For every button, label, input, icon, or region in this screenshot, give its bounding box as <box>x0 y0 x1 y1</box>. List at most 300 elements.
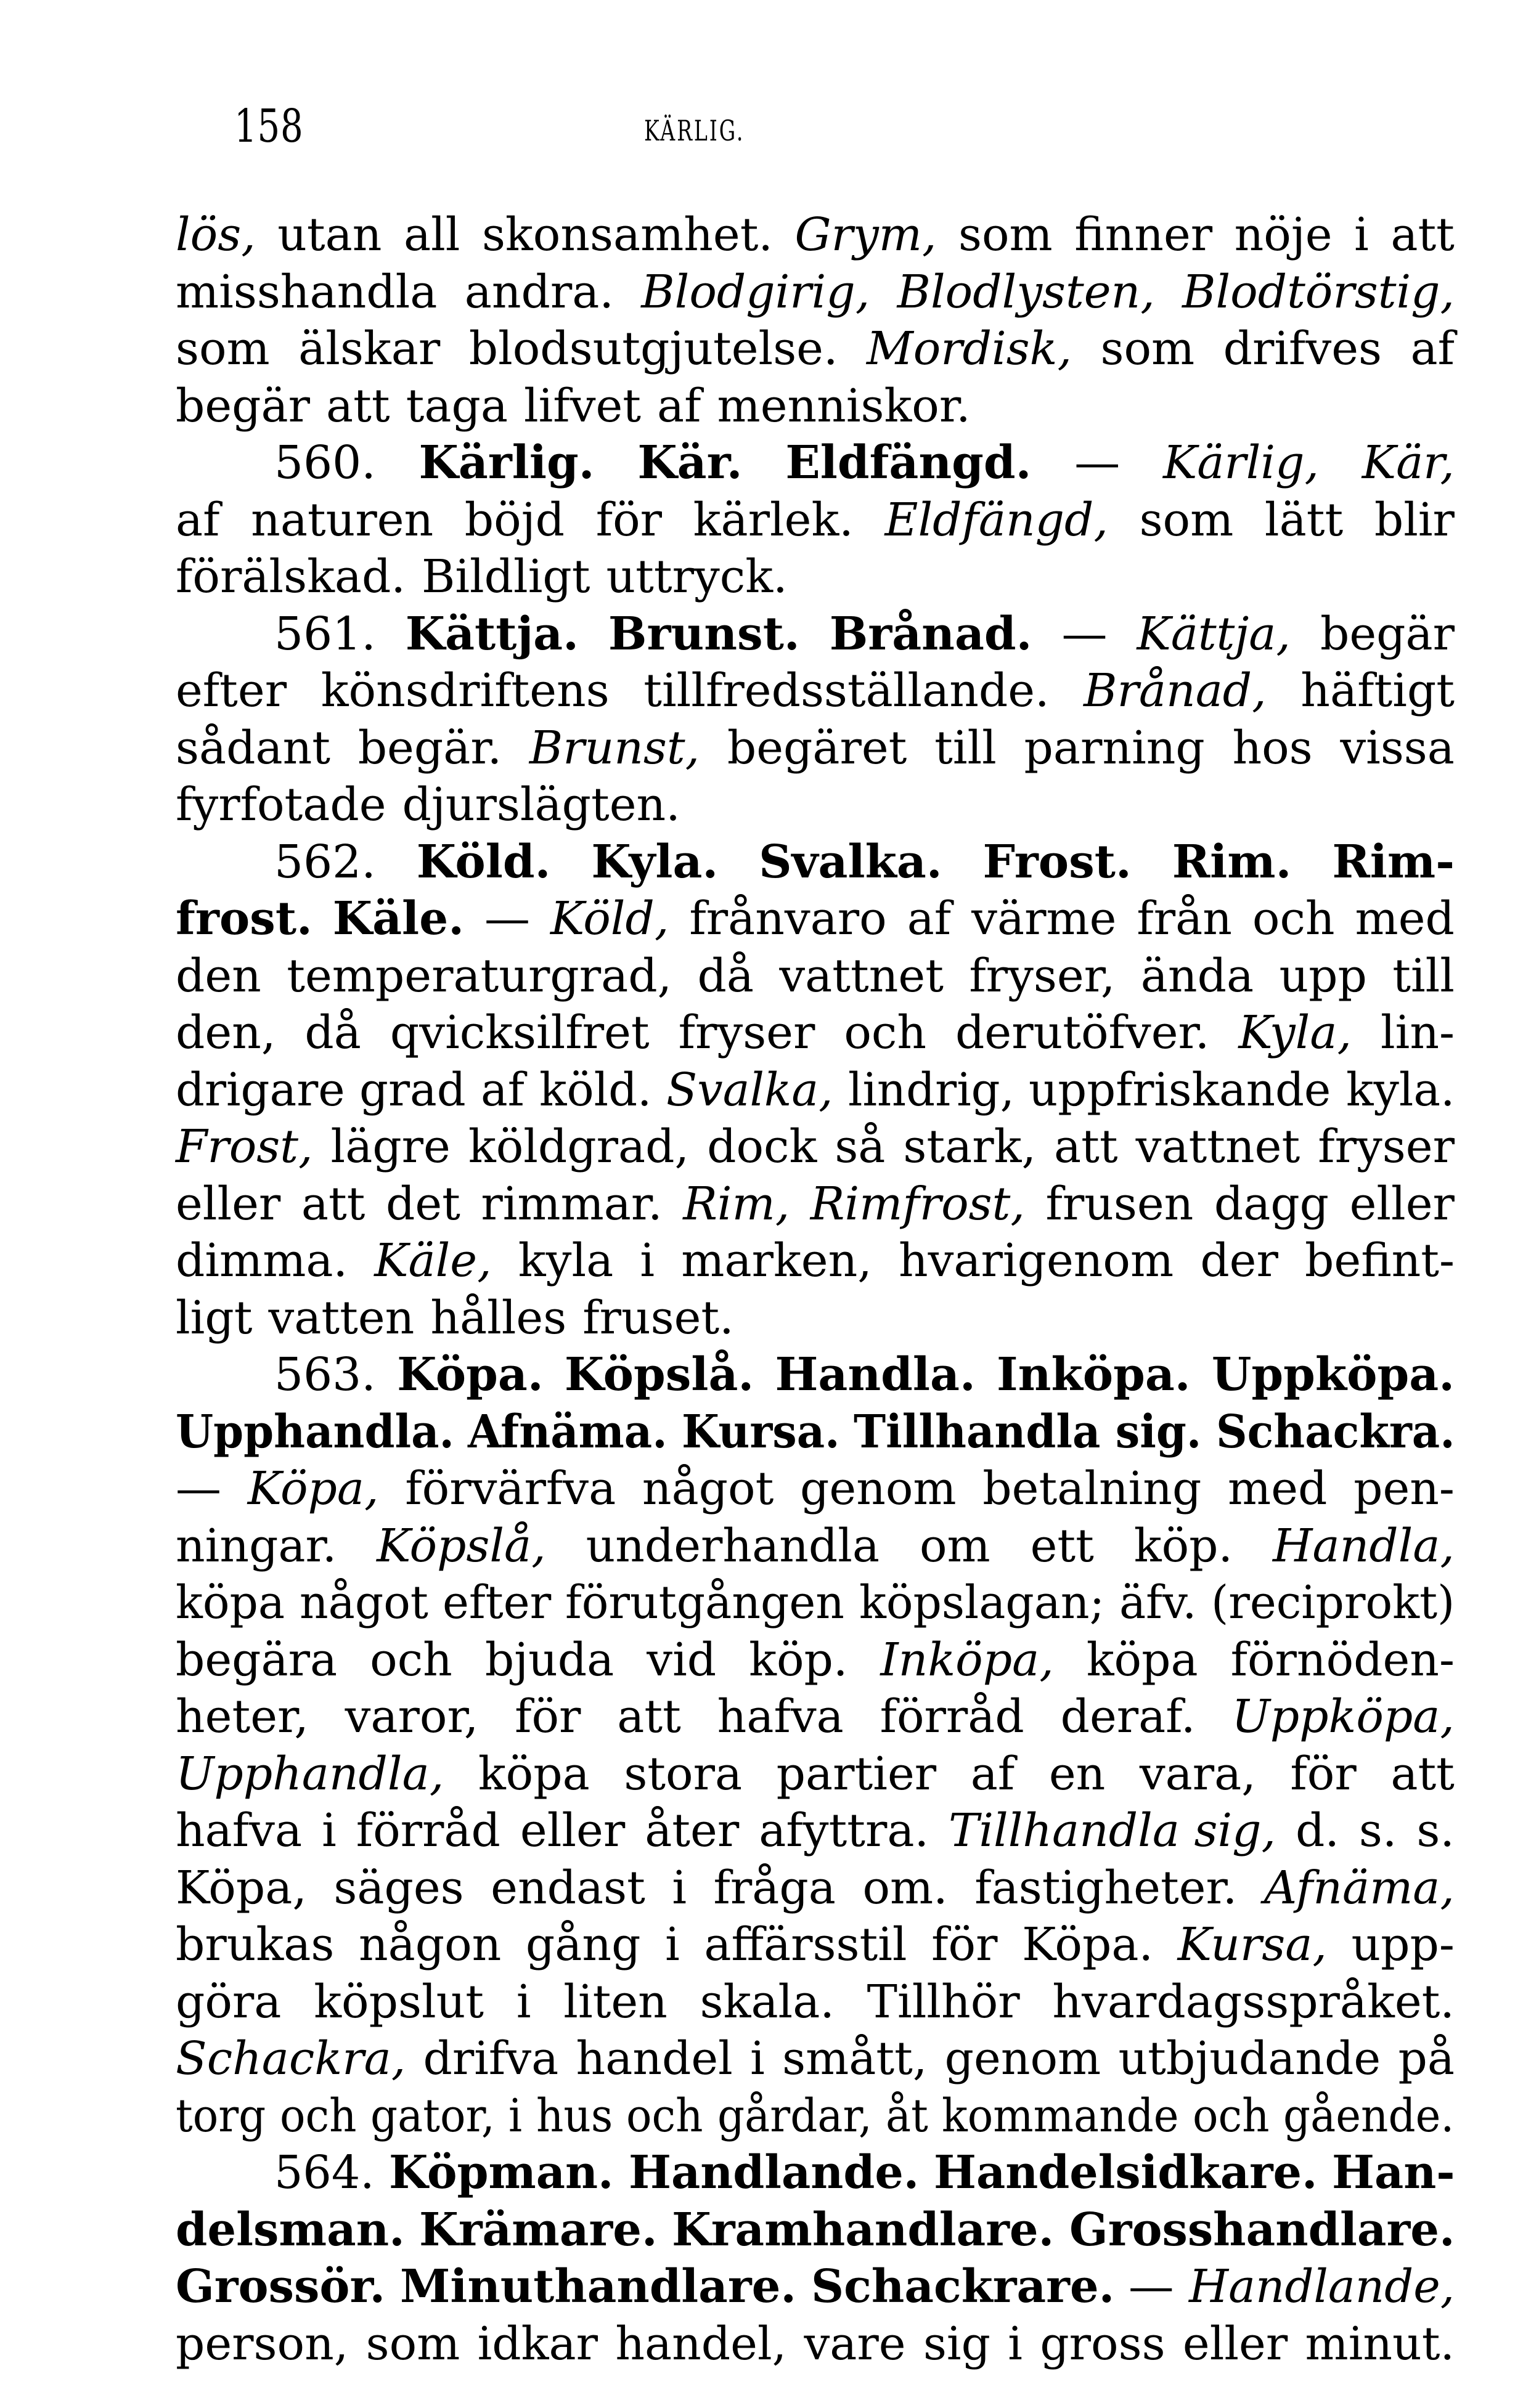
synonym-term: Rim, <box>683 1177 790 1230</box>
word: af <box>907 892 952 945</box>
word: marken, <box>681 1234 872 1287</box>
synonym-term: Uppköpa, <box>1231 1690 1455 1743</box>
text-line <box>176 1004 1455 1062</box>
word: dagg <box>1214 1177 1329 1230</box>
word: eller <box>1349 1177 1455 1230</box>
word: förvärfva <box>405 1462 616 1515</box>
headword: Brånad. <box>829 607 1032 661</box>
word: djurslägten. <box>402 778 680 831</box>
word: tillfredsställande. <box>643 664 1050 717</box>
word: kommande <box>941 2089 1179 2142</box>
text-line <box>176 890 1455 948</box>
word: och <box>370 1633 452 1686</box>
word: all <box>403 208 460 261</box>
word: Tillhör <box>867 1975 1020 2028</box>
word: köp. <box>1133 1519 1233 1572</box>
headword: Brunst. <box>608 607 800 661</box>
word: att <box>1390 1747 1455 1800</box>
word: gross <box>1040 2317 1166 2370</box>
word: ligt <box>176 1291 253 1344</box>
word: så <box>835 1120 886 1173</box>
synonym-term: Blodgirig, <box>641 265 870 319</box>
word: handel, <box>615 2317 787 2370</box>
word: åter <box>645 1804 740 1857</box>
word: begära <box>176 1633 338 1686</box>
word: den <box>176 949 261 1003</box>
word: Köpa, <box>176 1861 307 1914</box>
word: köp. <box>749 1633 848 1686</box>
synonym-term: Schackra, <box>176 2032 406 2085</box>
word: till <box>1392 949 1455 1003</box>
text-line <box>176 2258 1455 2316</box>
headword: Kramhandlare. <box>672 2203 1055 2256</box>
running-head: KÄRLIG. <box>644 114 745 147</box>
word: begär. <box>357 721 502 775</box>
word: af <box>657 379 701 433</box>
word: person, <box>176 2317 349 2370</box>
word: som <box>958 208 1053 261</box>
synonym-term: Kättja, <box>1137 607 1291 661</box>
word: sig <box>923 2317 990 2370</box>
headword: Han- <box>1331 2146 1455 2199</box>
word: idkar <box>477 2317 598 2370</box>
text-line <box>176 206 1455 264</box>
synonym-term: Handlande, <box>1188 2260 1455 2313</box>
text-line <box>176 1290 1455 1347</box>
word: eller <box>176 1177 281 1230</box>
headword: Käle. <box>332 892 464 945</box>
word: affärsstil <box>704 1918 907 1971</box>
word: menniskor. <box>717 379 971 433</box>
text-line <box>176 2316 1455 2373</box>
word: sådant <box>176 721 330 775</box>
word: — <box>1129 2260 1174 2313</box>
entry-heading-line <box>176 1346 1455 1404</box>
word: i <box>672 1861 687 1914</box>
word: könsdriftens <box>320 664 610 717</box>
word: åt <box>885 2089 928 2142</box>
word: förutgången <box>565 1576 845 1629</box>
entry-heading-line <box>176 434 1455 492</box>
word: utbjudande <box>1118 2032 1381 2085</box>
headword: Handla. <box>775 1348 976 1401</box>
word: uppfriskande <box>1028 1063 1331 1117</box>
text-line <box>176 1176 1455 1233</box>
word: Köpa. <box>1022 1918 1153 1971</box>
word: misshandla <box>176 265 438 319</box>
word: begäret <box>727 721 907 775</box>
synonym-term: Köld, <box>550 892 669 945</box>
word: det <box>385 1177 460 1230</box>
word: endast <box>491 1861 645 1914</box>
text-line <box>176 1062 1455 1119</box>
word: för <box>595 493 663 547</box>
word: gående. <box>1283 2089 1455 2142</box>
word: och <box>626 2089 703 2142</box>
text-line <box>176 492 1455 549</box>
word: att <box>301 1177 365 1230</box>
word: dimma. <box>176 1234 348 1287</box>
word: taga <box>406 379 508 433</box>
word: förnöden- <box>1230 1633 1455 1686</box>
word: d. <box>1296 1804 1339 1857</box>
text-line <box>176 378 1455 435</box>
word: — <box>484 892 530 945</box>
text-line <box>176 548 1455 606</box>
word: brukas <box>176 1918 335 1971</box>
word: dock <box>707 1120 817 1173</box>
synonym-term: Handla, <box>1272 1519 1455 1572</box>
word: att <box>326 379 390 433</box>
word: hvardagsspråket. <box>1052 1975 1455 2028</box>
word: kyla <box>518 1234 614 1287</box>
word: köldgrad, <box>468 1120 690 1173</box>
page-header <box>0 92 1531 160</box>
text-line <box>176 1688 1455 1746</box>
word: om. <box>862 1861 948 1914</box>
text-line <box>176 1118 1455 1176</box>
headword: Tillhandla sig. <box>854 1405 1202 1458</box>
word: säges <box>333 1861 464 1914</box>
word: i <box>750 2032 765 2085</box>
word: frusen <box>1045 1177 1194 1230</box>
word: för <box>931 1918 998 1971</box>
word: afyttra. <box>759 1804 929 1857</box>
word: fryser <box>1318 1120 1455 1173</box>
word: kyla. <box>1345 1063 1455 1117</box>
word: förälskad. <box>176 550 406 603</box>
headword: frost. <box>176 892 312 945</box>
word: lätt <box>1264 493 1344 547</box>
word: befint- <box>1305 1234 1455 1287</box>
word: finner <box>1074 208 1213 261</box>
word: som <box>176 322 270 375</box>
headword: Kärlig. <box>418 436 595 489</box>
synonym-term: Afnäma, <box>1264 1861 1455 1914</box>
word: i <box>640 1234 655 1287</box>
word: 560. <box>274 436 376 489</box>
text-line <box>176 1802 1455 1860</box>
word: blir <box>1374 493 1455 547</box>
text-line <box>176 320 1455 378</box>
word: fryser <box>678 1006 815 1059</box>
synonym-term: lös, <box>176 208 256 261</box>
word: upp- <box>1351 1918 1455 1971</box>
word: vattnet <box>779 949 944 1003</box>
text-line <box>176 1746 1455 1803</box>
word: gator, <box>370 2089 495 2142</box>
word: köpslut <box>314 1975 484 2028</box>
word: nöje <box>1234 208 1333 261</box>
word: genom <box>800 1462 957 1515</box>
word: af <box>480 1063 525 1117</box>
word: som <box>1100 322 1195 375</box>
text-line <box>176 720 1455 777</box>
word: äfv. <box>1119 1576 1197 1629</box>
word: naturen <box>251 493 434 547</box>
synonym-term: Eldfängd, <box>884 493 1108 547</box>
word: handel <box>576 2032 733 2085</box>
word: i <box>1008 2317 1023 2370</box>
word: någon <box>358 1918 502 1971</box>
word: uttryck. <box>606 550 788 603</box>
word: grad <box>359 1063 467 1117</box>
word: stora <box>624 1747 743 1800</box>
word: att <box>1390 208 1455 261</box>
synonym-term: Köpslå, <box>377 1519 546 1572</box>
synonym-term: Tillhandla sig, <box>949 1804 1276 1857</box>
word: Bildligt <box>421 550 590 603</box>
word: derutöfver. <box>955 1006 1210 1059</box>
text-line <box>176 1404 1455 1461</box>
word: lägre <box>330 1120 451 1173</box>
text-line <box>176 948 1455 1005</box>
word: — <box>1061 607 1108 661</box>
word: köpa <box>478 1747 590 1800</box>
synonym-term: Kyla, <box>1238 1006 1352 1059</box>
word: af <box>176 493 220 547</box>
word: häftigt <box>1300 664 1455 717</box>
headword: Inköpa. <box>997 1348 1191 1401</box>
word: vare <box>804 2317 906 2370</box>
word: ända <box>1140 949 1254 1003</box>
word: förråd <box>356 1804 500 1857</box>
text-line <box>176 1916 1455 1974</box>
word: genom <box>944 2032 1101 2085</box>
synonym-term: Blodtörstig, <box>1182 265 1455 319</box>
word: lin- <box>1381 1006 1455 1059</box>
word: efter <box>442 1576 551 1629</box>
headword: Köld. <box>416 835 551 889</box>
page-number: 158 <box>234 100 304 153</box>
synonym-term: Svalka, <box>666 1063 833 1117</box>
word: smått, <box>782 2032 928 2085</box>
synonym-term: Mordisk, <box>866 322 1072 375</box>
word: lifvet <box>523 379 642 433</box>
headword: Kär. <box>637 436 743 489</box>
word: vissa <box>1340 721 1455 775</box>
headword: Rim- <box>1332 835 1455 889</box>
word: deraf. <box>1060 1690 1196 1743</box>
word: af <box>1410 322 1455 375</box>
headword: delsman. <box>176 2203 405 2256</box>
word: köld. <box>539 1063 652 1117</box>
headword: Uppköpa. <box>1211 1348 1455 1401</box>
word: 564. <box>274 2146 375 2199</box>
headword: Kyla. <box>591 835 719 889</box>
text-line <box>176 776 1455 834</box>
word: på <box>1398 2032 1455 2085</box>
synonym-term: Brunst, <box>529 721 700 775</box>
word: med <box>1228 1462 1328 1515</box>
text-line <box>176 1460 1455 1518</box>
synonym-term: Brånad, <box>1084 664 1267 717</box>
word: och <box>844 1006 927 1059</box>
word: 563. <box>274 1348 376 1401</box>
word: vatten <box>268 1291 415 1344</box>
word: för <box>515 1690 581 1743</box>
headword: Grosshandlare. <box>1069 2203 1455 2256</box>
synonym-term: Upphandla, <box>176 1747 444 1800</box>
headword: Handlande. <box>628 2146 920 2199</box>
synonym-term: Kärlig, <box>1162 436 1319 489</box>
word: gårdar, <box>717 2089 872 2142</box>
word: och <box>1193 2089 1270 2142</box>
word: rimmar. <box>481 1177 663 1230</box>
word: hålles <box>430 1291 567 1344</box>
text-line <box>176 2030 1455 2088</box>
word: en <box>1048 1747 1106 1800</box>
word: vattnet <box>1135 1120 1300 1173</box>
word: hafva <box>717 1690 844 1743</box>
word: som <box>365 2317 460 2370</box>
word: hafva <box>176 1804 303 1857</box>
word: bjuda <box>484 1633 614 1686</box>
word: blodsutgjutelse. <box>468 322 838 375</box>
word: då <box>697 949 754 1003</box>
word: till <box>934 721 997 775</box>
word: i <box>322 1804 337 1857</box>
text-line <box>176 1518 1455 1575</box>
word: hvarigenom <box>898 1234 1174 1287</box>
word: pen- <box>1353 1462 1455 1515</box>
word: skonsamhet. <box>481 208 773 261</box>
word: andra. <box>464 265 614 319</box>
word: betalning <box>982 1462 1202 1515</box>
word: temperaturgrad, <box>287 949 672 1003</box>
word: i <box>516 1975 531 2028</box>
word: — <box>176 1462 221 1515</box>
text-line <box>176 2088 1455 2145</box>
word: något <box>299 1576 428 1629</box>
word: drifves <box>1223 322 1382 375</box>
word: fastigheter. <box>974 1861 1238 1914</box>
word: fryser, <box>969 949 1116 1003</box>
word: älskar <box>298 322 441 375</box>
word: varor, <box>345 1690 479 1743</box>
word: partier <box>776 1747 937 1800</box>
headword: Svalka. <box>759 835 942 889</box>
word: fyrfotade <box>176 778 386 831</box>
word: liten <box>563 1975 668 2028</box>
word: förråd <box>880 1690 1024 1743</box>
synonym-term: Käle, <box>374 1234 492 1287</box>
entry-heading-line <box>176 606 1455 663</box>
headword: Köpslå. <box>564 1348 754 1401</box>
text-line <box>176 1860 1455 1917</box>
word: ett <box>1030 1519 1094 1572</box>
word: s. <box>1416 1804 1455 1857</box>
text-line <box>176 264 1455 321</box>
word: ningar. <box>176 1519 337 1572</box>
text-line <box>176 1232 1455 1290</box>
headword: Eldfängd. <box>785 436 1032 489</box>
word: göra <box>176 1975 282 2028</box>
word: böjd <box>464 493 565 547</box>
word: gång <box>525 1918 641 1971</box>
synonym-term: Frost, <box>176 1120 313 1173</box>
entry-heading-line <box>176 834 1455 891</box>
text-line <box>176 662 1455 720</box>
word: upp <box>1279 949 1367 1003</box>
synonym-term: Kär, <box>1362 436 1455 489</box>
word: köpa <box>1086 1633 1198 1686</box>
word: värme <box>971 892 1117 945</box>
word: och <box>1252 892 1335 945</box>
word: köpslagan; <box>859 1576 1104 1629</box>
word: drifva <box>423 2032 559 2085</box>
word: vid <box>647 1633 717 1686</box>
word: för <box>1290 1747 1357 1800</box>
word: då <box>304 1006 361 1059</box>
text-line <box>176 1632 1455 1689</box>
word: att <box>617 1690 681 1743</box>
word: i <box>665 1918 680 1971</box>
word: från <box>1137 892 1232 945</box>
headword: Frost. <box>982 835 1132 889</box>
headword: Schackra. <box>1215 1405 1455 1458</box>
word: heter, <box>176 1690 309 1743</box>
word: med <box>1355 892 1455 945</box>
word: hos <box>1232 721 1313 775</box>
word: underhandla <box>586 1519 880 1572</box>
word: — <box>1074 436 1121 489</box>
word: och <box>279 2089 357 2142</box>
word: skala. <box>700 1975 835 2028</box>
headword: Kättja. <box>405 607 579 661</box>
word: om <box>919 1519 990 1572</box>
synonym-term: Grym, <box>794 208 937 261</box>
word: begär <box>176 379 311 433</box>
headword: Rim. <box>1172 835 1292 889</box>
word: eller <box>520 1804 626 1857</box>
synonym-term: Blodlysten, <box>897 265 1155 319</box>
word: af <box>970 1747 1015 1800</box>
word: efter <box>176 664 287 717</box>
word: utan <box>277 208 382 261</box>
word: hus <box>536 2089 613 2142</box>
synonym-term: Köpa, <box>247 1462 379 1515</box>
word: något <box>642 1462 774 1515</box>
synonym-term: Rimfrost, <box>810 1177 1025 1230</box>
word: parning <box>1024 721 1205 775</box>
word: (reciprokt) <box>1211 1576 1455 1629</box>
word: att <box>1054 1120 1118 1173</box>
body-text <box>176 206 1455 2372</box>
word: s. <box>1358 1804 1397 1857</box>
text-line <box>176 2202 1455 2259</box>
word: frånvaro <box>689 892 887 945</box>
headword: Köpman. <box>389 2146 614 2199</box>
word: der <box>1200 1234 1278 1287</box>
word: 562. <box>274 835 376 889</box>
headword: Upphandla. <box>176 1405 454 1458</box>
word: kärlek. <box>693 493 854 547</box>
headword: Minuthandlare. <box>399 2260 796 2313</box>
word: drigare <box>176 1063 345 1117</box>
word: qvicksilfret <box>390 1006 650 1059</box>
word: den, <box>176 1006 276 1059</box>
word: torg <box>176 2089 266 2142</box>
headword: Grossör. <box>176 2260 386 2313</box>
word: lindrig, <box>847 1063 1015 1117</box>
headword: Kursa. <box>682 1405 840 1458</box>
synonym-term: Inköpa, <box>880 1633 1054 1686</box>
synonym-term: Kursa, <box>1177 1918 1327 1971</box>
word: begär <box>1320 607 1455 661</box>
word: köpa <box>176 1576 285 1629</box>
entry-heading-line <box>176 2144 1455 2202</box>
